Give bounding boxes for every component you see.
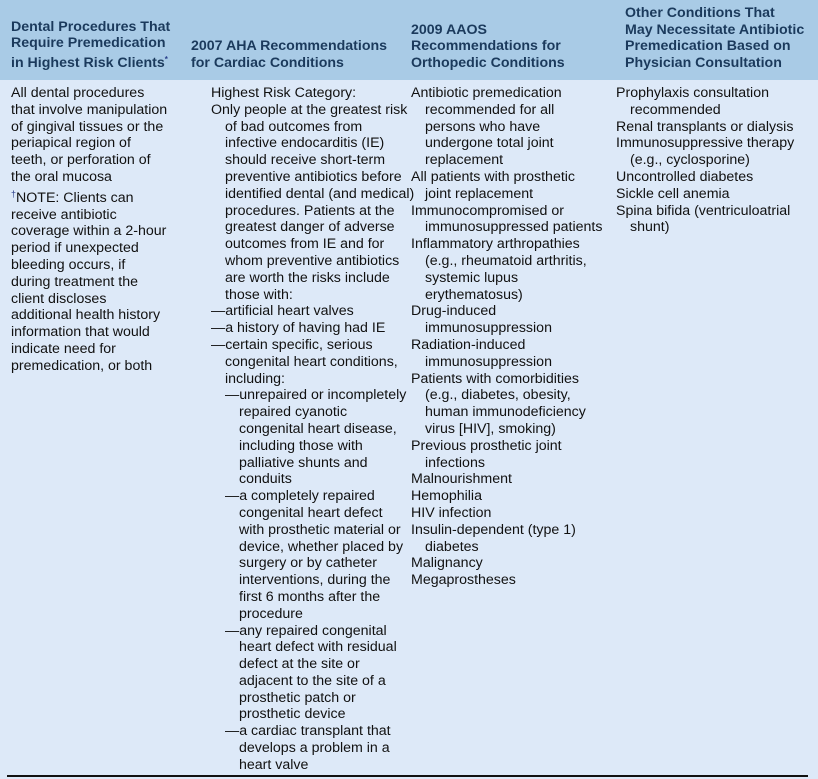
- text-line: Only people at the greatest risk: [211, 101, 408, 118]
- sub-list-item-cont: conduits: [239, 471, 292, 488]
- header-text: in Highest Risk Clients: [11, 55, 165, 72]
- sub-list-item-cont: develops a problem in a: [239, 740, 390, 757]
- list-item: —certain specific, serious: [211, 336, 373, 353]
- list-item-cont: immunosuppression: [425, 353, 552, 370]
- sub-list-item-cont: congenital heart defect: [239, 504, 383, 521]
- note-line: [11, 186, 201, 207]
- text-line: teeth, or perforation of: [11, 152, 151, 169]
- list-item: HIV infection: [411, 504, 492, 521]
- sub-list-item-cont: prosthetic patch or: [239, 689, 356, 706]
- sub-list-item-cont: adjacent to the site of a: [239, 672, 386, 689]
- sub-list-item-cont: including those with: [239, 437, 363, 454]
- list-item: Inflammatory arthropathies: [411, 236, 580, 253]
- header-line: Require Premedication: [11, 35, 166, 52]
- list-item: Drug-induced: [411, 303, 497, 320]
- cell-aaos-recommendations: [411, 85, 611, 589]
- list-item: Immunosuppressive therapy: [616, 135, 795, 152]
- sub-list-item: —unrepaired or incompletely: [225, 387, 407, 404]
- sub-list-item: —a completely repaired: [225, 488, 375, 505]
- header-aha-recommendations: [191, 38, 387, 72]
- text-line: should receive short-term: [225, 152, 386, 169]
- sub-list-item-cont: with prosthetic material or: [239, 521, 401, 538]
- list-item-cont: erythematosus): [425, 286, 523, 303]
- list-item: —artificial heart valves: [211, 303, 354, 320]
- text-line: of gingival tissues or the: [11, 118, 164, 135]
- list-item-cont: persons who have: [425, 118, 541, 135]
- sub-list-item-cont: palliative shunts and: [239, 454, 368, 471]
- list-item: Spina bifida (ventriculoatrial: [616, 202, 791, 219]
- header-line: 2009 AAOS: [411, 21, 487, 38]
- sub-list-item-cont: defect at the site or: [239, 656, 360, 673]
- sub-list-item-cont: prosthetic device: [239, 706, 346, 723]
- list-item-cont: infections: [425, 454, 485, 471]
- sub-list-item-cont: heart valve: [239, 756, 309, 773]
- list-item-cont: virus [HIV], smoking): [425, 420, 556, 437]
- sub-list-item-cont: device, whether placed by: [239, 538, 404, 555]
- dagger-mark: †: [11, 188, 17, 199]
- cell-dental-procedures: [11, 85, 201, 375]
- list-item-cont: immunosuppression: [425, 320, 552, 337]
- header-line: for Cardiac Conditions: [191, 55, 344, 72]
- header-line: Orthopedic Conditions: [411, 55, 565, 72]
- header-aaos-recommendations: [411, 22, 565, 72]
- text-line: infective endocarditis (IE): [225, 135, 385, 152]
- list-item-cont: (e.g., cyclosporine): [630, 152, 750, 169]
- list-item: Renal transplants or dialysis: [616, 118, 794, 135]
- list-item: Megaprostheses: [411, 572, 516, 589]
- table-bottom-rule: [7, 775, 808, 777]
- text-line: identified dental (and medical): [225, 185, 415, 202]
- table-body-row: [0, 80, 818, 773]
- note-line: premedication, or both: [11, 357, 153, 374]
- cell-aha-recommendations: [211, 85, 415, 774]
- list-item: —a history of having had IE: [211, 320, 386, 337]
- list-item: Insulin-dependent (type 1): [411, 521, 576, 538]
- list-item-cont: recommended for all: [425, 101, 555, 118]
- text-line: outcomes from IE and for: [225, 236, 385, 253]
- note-line: information that would: [11, 324, 150, 341]
- list-item-cont: undergone total joint: [425, 135, 554, 152]
- header-line: May Necessitate Antibiotic: [625, 21, 805, 38]
- text-line: preventive antibiotics before: [225, 168, 402, 185]
- list-item-cont: joint replacement: [425, 185, 534, 202]
- sub-list-item-cont: first 6 months after the: [239, 588, 381, 605]
- note-line: client discloses: [11, 290, 107, 307]
- list-item-cont: immunosuppressed patients: [425, 219, 603, 236]
- note-line: coverage within a 2-hour: [11, 223, 167, 240]
- list-item-cont: recommended: [630, 101, 721, 118]
- list-item: All patients with prosthetic: [411, 168, 576, 185]
- list-item: Malnourishment: [411, 471, 512, 488]
- text-line: those with:: [225, 286, 293, 303]
- text-line: greatest danger of adverse: [225, 219, 395, 236]
- sub-list-item: —any repaired congenital: [225, 622, 387, 639]
- note-line: receive antibiotic: [11, 206, 117, 223]
- note-text: NOTE: Clients can: [16, 189, 134, 206]
- header-line: Physician Consultation: [625, 55, 782, 72]
- note-line: period if unexpected: [11, 240, 139, 257]
- text-line: of bad outcomes from: [225, 118, 363, 135]
- list-item: Radiation-induced: [411, 336, 526, 353]
- text-line: are worth the risks include: [225, 269, 390, 286]
- category-title: Highest Risk Category:: [211, 85, 357, 101]
- list-item-cont: shunt): [630, 219, 670, 236]
- header-line: [11, 52, 170, 72]
- sub-list-item-cont: repaired cyanotic: [239, 404, 348, 421]
- header-dental-procedures: [11, 19, 170, 72]
- list-item: Prophylaxis consultation: [616, 85, 769, 101]
- list-item: Patients with comorbidities: [411, 370, 579, 387]
- list-item-cont: replacement: [425, 152, 504, 169]
- list-item-cont: systemic lupus: [425, 269, 519, 286]
- note-line: bleeding occurs, if: [11, 256, 126, 273]
- note-line: additional health history: [11, 307, 161, 324]
- cell-other-conditions: [616, 85, 816, 236]
- footnote-asterisk: *: [164, 55, 168, 65]
- text-line: that involve manipulation: [11, 101, 168, 118]
- list-item: Previous prosthetic joint: [411, 437, 562, 454]
- note-line: indicate need for: [11, 340, 116, 357]
- list-item-cont: (e.g., rheumatoid arthritis,: [425, 252, 587, 269]
- table-header: [0, 0, 818, 80]
- sub-list-item-cont: heart defect with residual: [239, 639, 397, 656]
- header-line: Other Conditions That: [625, 4, 775, 21]
- list-item: Sickle cell anemia: [616, 185, 730, 202]
- text-line: whom preventive antibiotics: [225, 252, 400, 269]
- sub-list-item: —a cardiac transplant that: [225, 723, 391, 740]
- header-line: Recommendations for: [411, 38, 561, 55]
- list-item: Antibiotic premedication: [411, 85, 562, 101]
- list-item: Hemophilia: [411, 488, 482, 505]
- sub-list-item-cont: surgery or by catheter: [239, 555, 377, 572]
- header-line: Dental Procedures That: [11, 18, 171, 35]
- list-item-cont: human immunodeficiency: [425, 404, 586, 421]
- header-line: Premedication Based on: [625, 38, 791, 55]
- list-item-cont: including:: [225, 370, 285, 387]
- header-line: 2007 AHA Recommendations: [191, 38, 388, 55]
- text-line: periapical region of: [11, 135, 131, 152]
- list-item: Malignancy: [411, 555, 483, 572]
- list-item-cont: diabetes: [425, 538, 479, 555]
- sub-list-item-cont: congenital heart disease,: [239, 420, 397, 437]
- sub-list-item-cont: procedure: [239, 605, 303, 622]
- text-line: the oral mucosa: [11, 168, 112, 185]
- list-item: Uncontrolled diabetes: [616, 168, 754, 185]
- text-line: All dental procedures: [11, 85, 145, 101]
- text-line: procedures. Patients at the: [225, 202, 395, 219]
- list-item-cont: (e.g., diabetes, obesity,: [425, 387, 571, 404]
- list-item: Immunocompromised or: [411, 202, 564, 219]
- list-item-cont: congenital heart conditions,: [225, 353, 398, 370]
- note-line: during treatment the: [11, 273, 138, 290]
- header-other-conditions: [625, 5, 804, 72]
- sub-list-item-cont: interventions, during the: [239, 572, 391, 589]
